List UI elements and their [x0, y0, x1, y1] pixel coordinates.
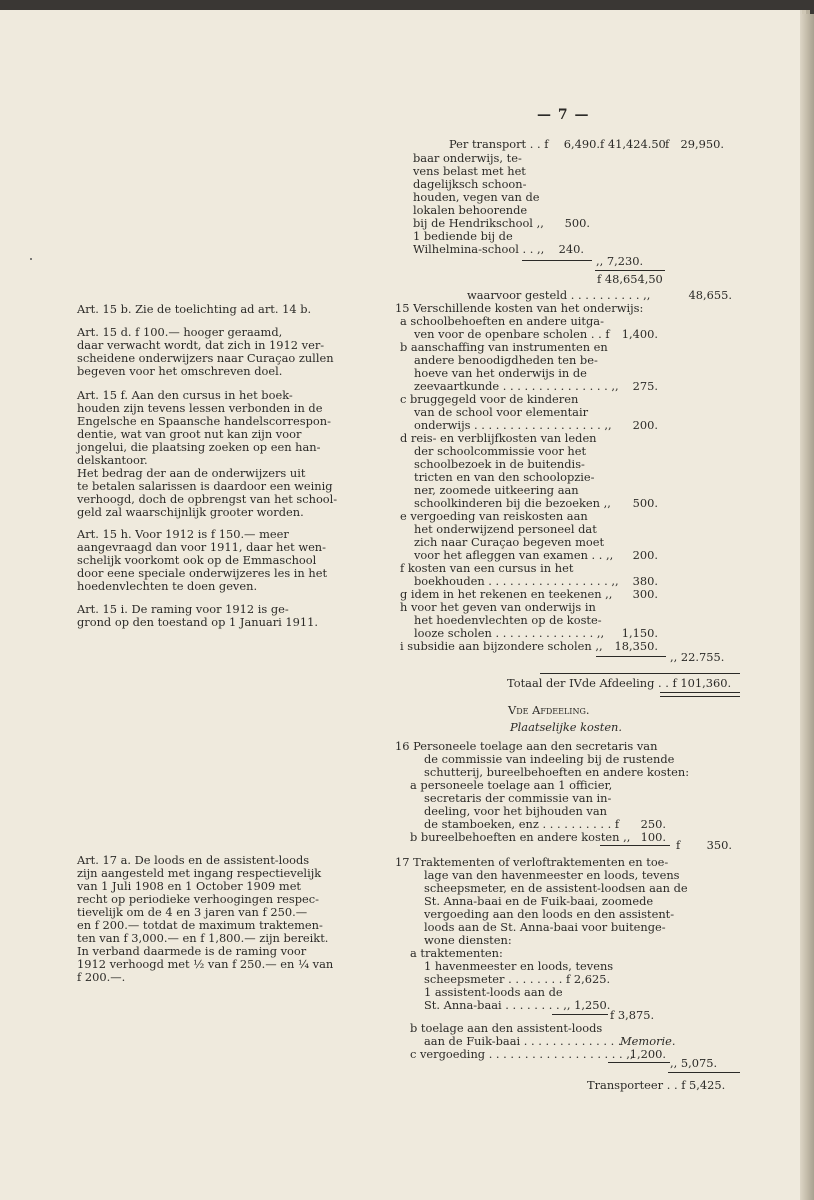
line: a traktementen:: [410, 946, 503, 960]
line: schoolkinderen bij die bezoeken ,,: [414, 496, 611, 510]
line: onderwijs . . . . . . . . . . . . . . . . . . ,,: [414, 418, 612, 432]
note-line: zijn aangesteld met ingang respectievelijk: [77, 866, 322, 880]
line: looze scholen . . . . . . . . . . . . . . ,,: [414, 626, 605, 640]
note-line: aangevraagd dan voor 1911, daar het wen-: [77, 540, 326, 554]
line: zich naar Curaçao begeven moet: [414, 535, 605, 549]
line: St. Anna-baai en de Fuik-baai, zoomede: [424, 894, 654, 908]
line: bij de Hendrikschool ,,: [413, 216, 544, 230]
line: scheepsmeter . . . . . . . . f 2,625.: [424, 972, 611, 986]
line: houden, vegen van de: [413, 190, 540, 204]
value: 380.: [632, 574, 658, 588]
line: der schoolcommissie voor het: [414, 444, 587, 458]
line: schutterij, bureelbehoeften en andere kosten:: [424, 765, 690, 779]
note-15b: Art. 15 b. Zie de toelichting ad art. 14 b.: [77, 302, 312, 316]
value: 200.: [632, 548, 658, 562]
transport-label: Per transport . . f: [449, 137, 549, 151]
note-line: daar verwacht wordt, dat zich in 1912 ver-: [77, 338, 325, 352]
value: 18,350.: [614, 639, 658, 653]
line: schoolbezoek in de buitendis-: [414, 457, 585, 471]
transporteer: Transporteer . . f 5,425.: [587, 1078, 726, 1092]
sum: ,, 22.755.: [670, 650, 725, 664]
double-rule: [660, 692, 740, 697]
line: dagelijksch schoon-: [413, 177, 527, 191]
line: ner, zoomede uitkeering aan: [414, 483, 579, 497]
note-line: jongelui, die plaatsing zoeken op een han-: [77, 440, 321, 454]
rule: [608, 1062, 670, 1063]
line: d reis- en verblijfkosten van leden: [400, 431, 597, 445]
rule: [540, 673, 740, 674]
line: 1 assistent-loods aan de: [424, 985, 563, 999]
art-16-heading: 16 Personeele toelage aan den secretaris van: [395, 739, 658, 753]
value: 500.: [632, 496, 658, 510]
line: ven voor de openbare scholen . . f: [414, 327, 610, 341]
line: scheepsmeter, en de assistent-loodsen aan de: [424, 881, 688, 895]
note-line: In verband daarmede is de raming voor: [77, 944, 307, 958]
line: c vergoeding . . . . . . . . . . . . . . . . . . . ,,: [410, 1047, 634, 1061]
speck: [30, 258, 32, 260]
value: 6,490.: [563, 137, 600, 151]
note-line: verhoogd, doch de opbrengst van het school-: [77, 492, 338, 506]
line: lage van den havenmeester en loods, tevens: [424, 868, 680, 882]
value: 1,200.: [629, 1047, 666, 1061]
note-line: 1912 verhoogd met ½ van f 250.— en ¼ van: [77, 957, 334, 971]
value: 200.: [632, 418, 658, 432]
line: vens belast met het: [413, 164, 526, 178]
note-line: tievelijk om de 4 en 3 jaren van f 250.—: [77, 905, 308, 919]
value: f: [676, 838, 681, 852]
note-line: geld zal waarschijnlijk grooter worden.: [77, 505, 304, 519]
line: secretaris der commissie van in-: [424, 791, 612, 805]
line: baar onderwijs, te-: [413, 151, 522, 165]
note-line: Het bedrag der aan de onderwijzers uit: [77, 466, 306, 480]
rule: [600, 845, 670, 846]
line: hoeve van het onderwijs in de: [414, 366, 587, 380]
value: 48,655.: [688, 288, 732, 302]
line: zeevaartkunde . . . . . . . . . . . . . . . ,,: [414, 379, 619, 393]
line: c bruggegeld voor de kinderen: [400, 392, 579, 406]
totaal-line: Totaal der IVde Afdeeling . . f 101,360.: [507, 676, 732, 690]
note-17a: Art. 17 a. De loods en de assistent-loods: [77, 853, 310, 867]
line: lokalen behoorende: [413, 203, 528, 217]
line: b toelage aan den assistent-loods: [410, 1021, 603, 1035]
note-line: door eene speciale onderwijzeres les in het: [77, 566, 328, 580]
line: a personeele toelage aan 1 officier,: [410, 778, 613, 792]
line: St. Anna-baai . . . . . . . . ,, 1,250.: [424, 998, 611, 1012]
line: voor het afleggen van examen . . ,,: [414, 548, 614, 562]
note-line: f 200.—.: [77, 970, 126, 984]
note-15d: Art. 15 d. f 100.— hooger geraamd,: [77, 325, 283, 339]
line: het onderwijzend personeel dat: [414, 522, 597, 536]
note-line: hoedenvlechten te doen geven.: [77, 579, 258, 593]
note-line: grond op den toestand op 1 Januari 1911.: [77, 615, 319, 629]
line: aan de Fuik-baai . . . . . . . . . . . . . .: [424, 1034, 622, 1048]
line: de commissie van indeeling bij de rustende: [424, 752, 675, 766]
line: b aanschaffing van instrumenten en: [400, 340, 608, 354]
line: andere benoodigdheden ten be-: [414, 353, 598, 367]
waarvoor-label: waarvoor gesteld . . . . . . . . . . ,,: [467, 288, 651, 302]
line: b bureelbehoeften en andere kosten ,,: [410, 830, 631, 844]
value: 300.: [632, 587, 658, 601]
value: 500.: [564, 216, 590, 230]
line: 1 bediende bij de: [413, 229, 513, 243]
rule: [668, 1072, 740, 1073]
line: wone diensten:: [424, 933, 512, 947]
rule: [595, 270, 665, 271]
note-line: van 1 Juli 1908 en 1 October 1909 met: [77, 879, 302, 893]
line: g idem in het rekenen en teekenen ,,: [400, 587, 613, 601]
note-line: delskantoor.: [77, 453, 148, 467]
note-line: recht op periodieke verhoogingen respec-: [77, 892, 320, 906]
note-line: begeven voor het omschreven doel.: [77, 364, 283, 378]
rule: [552, 1014, 608, 1015]
note-line: en f 200.— totdat de maximum traktemen-: [77, 918, 323, 932]
note-15f: Art. 15 f. Aan den cursus in het boek-: [77, 388, 293, 402]
value: Memorie.: [620, 1034, 676, 1048]
line: boekhouden . . . . . . . . . . . . . . . . . ,,: [414, 574, 619, 588]
art-17-heading: 17 Traktementen of verloftraktementen en toe-: [395, 855, 669, 869]
note-line: houden zijn tevens lessen verbonden in de: [77, 401, 323, 415]
note-line: te betalen salarissen is daardoor een weinig: [77, 479, 333, 493]
value: 1,150.: [621, 626, 658, 640]
note-line: schelijk voorkomt ook op de Emmaschool: [77, 553, 317, 567]
page-number: — 7 —: [537, 107, 590, 123]
grand-total: f 48,654,50: [597, 272, 663, 286]
line: vergoeding aan den loods en den assistent-: [424, 907, 675, 921]
line: 1 havenmeester en loods, tevens: [424, 959, 614, 973]
note-line: Engelsche en Spaansche handelscorrespon-: [77, 414, 331, 428]
rule: [522, 260, 592, 261]
value: 275.: [632, 379, 658, 393]
note-line: scheidene onderwijzers naar Curaçao zullen: [77, 351, 334, 365]
line: i subsidie aan bijzondere scholen ,,: [400, 639, 603, 653]
line: e vergoeding van reiskosten aan: [400, 509, 588, 523]
line: deeling, voor het bijhouden van: [424, 804, 607, 818]
page-edge: [800, 14, 814, 1200]
line: loods aan de St. Anna-baai voor buitenge-: [424, 920, 666, 934]
line: h voor het geven van onderwijs in: [400, 600, 596, 614]
note-line: dentie, wat van groot nut kan zijn voor: [77, 427, 302, 441]
note-15i: Art. 15 i. De raming voor 1912 is ge-: [77, 602, 289, 616]
value: 350.: [706, 838, 732, 852]
line: Wilhelmina-school . . ,,: [413, 242, 545, 256]
value: 250.: [640, 817, 666, 831]
line: de stamboeken, enz . . . . . . . . . . f: [424, 817, 620, 831]
value: 29,950.: [680, 137, 724, 151]
sum: ,, 5,075.: [670, 1056, 718, 1070]
note-15h: Art. 15 h. Voor 1912 is f 150.— meer: [77, 527, 289, 541]
art-15-heading: 15 Verschillende kosten van het onderwijs:: [395, 301, 644, 315]
value: 240.: [558, 242, 584, 256]
section-heading: Vde Afdeeling.: [508, 703, 590, 717]
rule: [596, 656, 666, 657]
section-subheading: Plaatselijke kosten.: [510, 720, 623, 734]
value: f 41,424.50: [600, 137, 666, 151]
line: f kosten van een cursus in het: [400, 561, 574, 575]
note-line: ten van f 3,000.— en f 1,800.— zijn bereikt.: [77, 931, 329, 945]
sum: f 3,875.: [610, 1008, 655, 1022]
line: van de school voor elementair: [414, 405, 589, 419]
sum: ,, 7,230.: [596, 254, 644, 268]
line: tricten en van den schoolopzie-: [414, 470, 595, 484]
line: a schoolbehoeften en andere uitga-: [400, 314, 604, 328]
line: het hoedenvlechten op de koste-: [414, 613, 602, 627]
value: 1,400.: [621, 327, 658, 341]
value: 100.: [640, 830, 666, 844]
value: f: [665, 137, 670, 151]
